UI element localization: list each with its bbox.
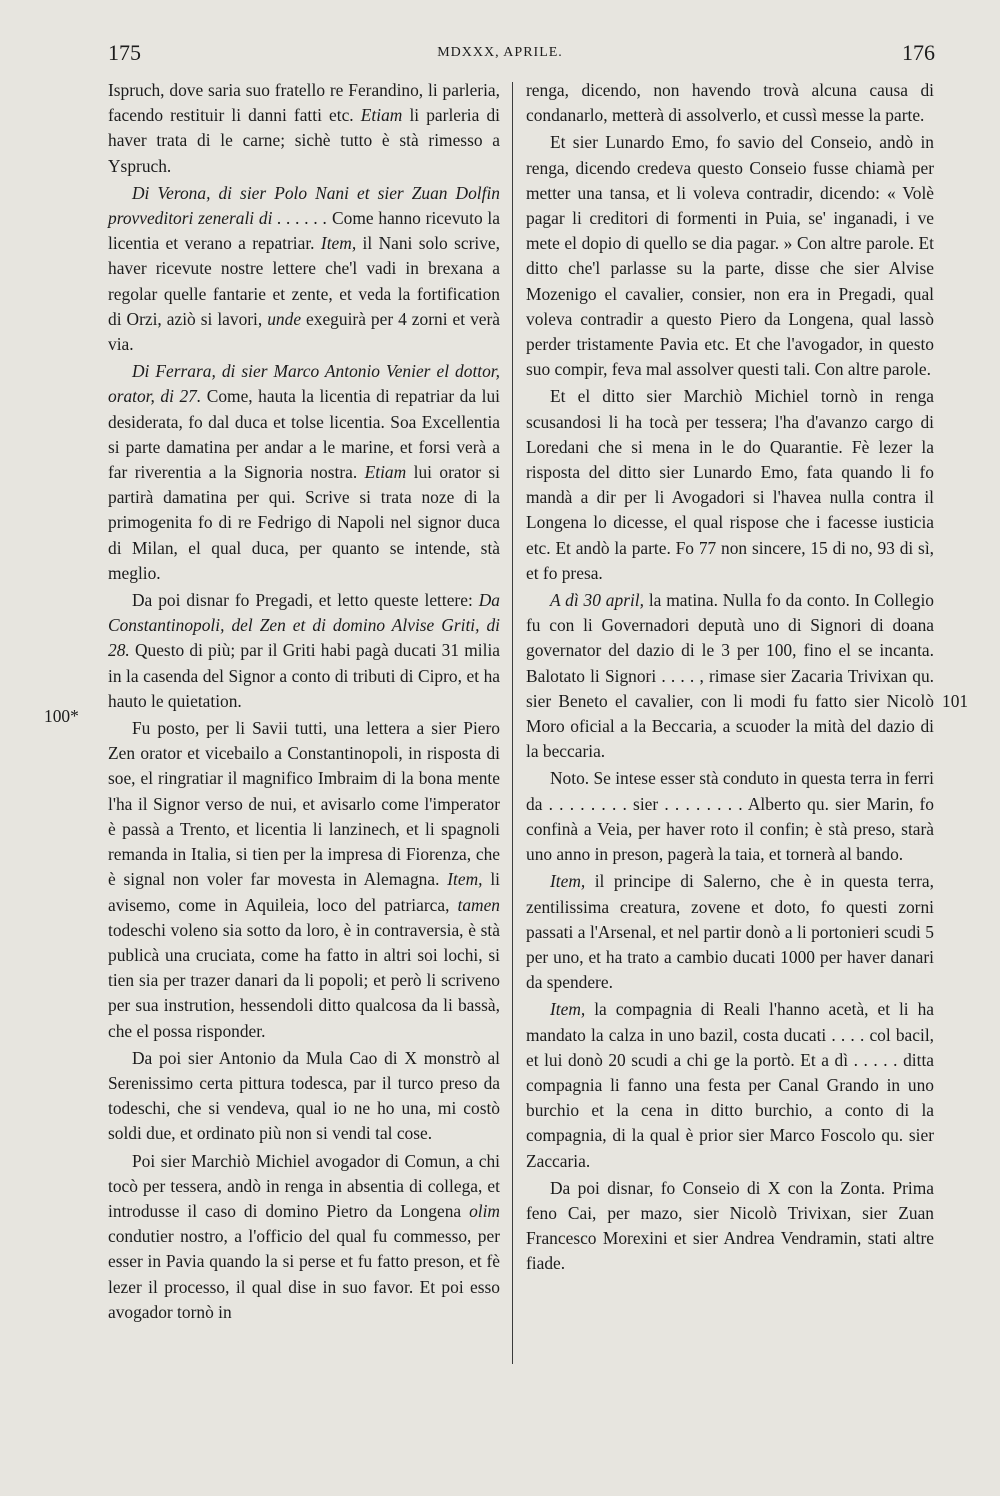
text-run: la matina. Nulla fo da conto. In Collegio fu con li Governadori deputà uno di Signori di doana governator del dazio di le 3 per 100, fino el se incanta. Balotato li Signori . . . . , rimase sier Zacaria Trivixan qu. sier Beneto el cavalier, con li modi fu fatto sier Nicolò Moro oficial a la Beccaria, a scuoder la mità del dazio di la beccaria. <box>526 590 934 762</box>
italic-text: Di Verona, di sier Polo Nani et sier Zuan Dolfin provveditori zenerali di . . . . . . <box>108 182 500 229</box>
text-run: renga, dicendo, non havendo trovà alcuna causa di condanarlo, metterà di assolverlo, et cussì messe la parte. <box>526 80 934 126</box>
italic-text: Di Ferrara, di sier Marco Antonio Venier el dottor, orator, di 27. <box>108 361 500 407</box>
italic-text: olim <box>469 1200 500 1221</box>
text-run: Come hanno ricevuto la licentia et verano a repatriar. <box>108 208 500 254</box>
paragraph <box>526 766 934 867</box>
text-run: li parleria di haver trata di le carne; sichè tutto è stà rimesso a Yspruch. <box>108 105 500 176</box>
paragraph <box>108 1149 500 1325</box>
column-divider <box>512 82 513 1364</box>
text-run: il principe di Salerno, che è in questa terra, zentilissima creatura, zovene et doto, fo questi zorni passati a l'Arsenal, et nel partir donò a li portonieri scudi 5 per uno, et ha trato a cambio ducati 1000 per haver danari da spendere. <box>526 871 934 993</box>
paragraph <box>108 588 500 714</box>
page-number-right: 176 <box>902 40 935 65</box>
paragraph <box>526 78 934 128</box>
paragraph <box>108 359 500 586</box>
italic-text: tamen <box>457 894 500 915</box>
running-title: MDXXX, APRILE. <box>437 45 563 60</box>
left-column <box>108 78 500 1327</box>
page-number-left: 175 <box>108 40 141 65</box>
paragraph <box>108 716 500 1044</box>
margin-note-right: 101 <box>942 691 969 711</box>
italic-text: Da Constantinopoli, del Zen et di domino Alvise Griti, di 28. <box>108 590 500 661</box>
italic-text: Item, <box>320 233 357 254</box>
italic-text: Etiam <box>360 105 403 126</box>
text-run: Et sier Lunardo Emo, fo savio del Conseio, andò in renga, dicendo credeva questo Conseio fusse chiamà per metter una tansa, et li voleva contradir, dicendo: « Volè pagar li creditori di formenti in Puia, se' inganadi, i ve mete el dopio di quello se dia pagar. » Con altre parole. Et ditto che'l parlasse su la parte, disse che sier Alvise Mozenigo el cavalier, consier, non era in Pregadi, qual voleva contradir a questo Piero da Longena, qual lassò perder tristamente Pavia etc. Et che l'avogador, in questo suo compir, feva mal assolver questi tali. Con altre parole. <box>526 132 934 380</box>
paragraph <box>526 869 934 995</box>
text-run: Da poi disnar, fo Conseio di X con la Zonta. Prima feno Cai, per mazo, sier Nicolò Trivixan, sier Zuan Francesco Morexini et sier Andrea Vendramin, stati altre fiade. <box>526 1177 934 1274</box>
text-run: exeguirà per 4 zorni et verà via. <box>108 308 500 355</box>
text-run: Et el ditto sier Marchiò Michiel tornò in renga scusandosi li ha tocà per tessera; l'ha d'avanzo cargo di Loredani che si mena in le do Quarantie. Fè lezer la risposta del ditto sier Lunardo Emo, fata quando li fo mandà a dir per li Avogadori si l'havea nulla contra il Longena lo dicesse, el qual rispose che i facesse iusticia etc. Et andò la parte. Fo 77 non sincere, 15 di no, 93 di sì, et fo presa. <box>526 386 934 583</box>
italic-text: Item, <box>447 869 483 890</box>
text-run: condutier nostro, a l'officio del qual fu commesso, per esser in Pavia quando la si perse et fu fatto preson, et fè lezer il processo, il qual dise in suo favor. Et poi esso avogador tornò in <box>108 1226 500 1322</box>
text-run: Fu posto, per li Savii tutti, una lettera a sier Piero Zen orator et vicebailo a Constantinopoli, in risposta di soe, el ringratiar il magnifico Imbraim di la bona mente l'ha il Signor verso de nui, et avisarlo come l'imperator è passà a Trento, et licentia li lanzinech, et li spagnoli remanda in Italia, si tien per la impresa di Fiorenza, che è signal non voler far movesta in Alemagna. <box>108 718 500 890</box>
italic-text: Etiam <box>364 462 407 483</box>
text-run: Questo di più; par il Griti habi pagà ducati 31 milia in la casenda del Signor a conto di tributi di Cipro, et ha hauto le quietation. <box>108 640 500 711</box>
text-run: Come, hauta la licentia di repatriar da lui desiderata, fo dal duca et tolse licentia. Soa Excellentia si parte damatina per andar a le marine, et forsi verà a far riverentia a la Signoria nostra. <box>108 386 500 483</box>
italic-text: unde <box>267 308 302 329</box>
text-run: Ispruch, dove saria suo fratello re Ferandino, li parleria, facendo restituir li danni fatti etc. <box>108 80 500 126</box>
paragraph <box>108 1046 500 1147</box>
paragraph <box>108 78 500 179</box>
text-run: il Nani solo scrive, haver ricevute nostre lettere che'l vadi in brexana a regolar quelle fantarie et zente, et veda la fortification di Orzi, aziò si lavori, <box>108 233 500 329</box>
text-run: la compagnia di Reali l'hanno acetà, et li ha mandato la calza in uno bazil, costa ducati . . . . col bacil, et lui donò 20 scudi a chi ge la portò. Et a dì . . . . . ditta compagnia li fanno una festa per Canal Grando in uno burchio et la cena in ditto burchio, a conto di la compagnia, di la qual è prior sier Marco Foscolo qu. sier Zaccaria. <box>526 999 934 1171</box>
margin-note-left: 100* <box>44 706 79 726</box>
text-run: lui orator si partirà damatina per qui. Scrive si trata noze di la primogenita fo di re Fedrigo di Napoli nel signor duca di Milan, el qual duca, per quanto se intende, stà meglio. <box>108 462 500 583</box>
paragraph <box>526 588 934 764</box>
text-run: li avisemo, come in Aquileia, loco del patriarca, <box>108 869 500 915</box>
italic-text: Item, <box>550 871 586 892</box>
text-run: todeschi voleno sia sotto da loro, è in contraversia, è stà publicà una cruciata, come ha fatto in altri soi lochi, si tien sia per trazer danari da li popoli; et però li scriveno per sua instrution, hessendoli ditto qualcosa da li bassà, che el possa risponder. <box>108 919 500 1041</box>
right-column <box>526 78 934 1279</box>
italic-text: Item, <box>550 999 586 1020</box>
paragraph <box>108 181 500 357</box>
italic-text: A dì 30 april, <box>550 590 644 611</box>
paragraph <box>526 1176 934 1277</box>
text-run: Noto. Se intese esser stà conduto in questa terra in ferri da . . . . . . . . sier . . . . . . . . Alberto qu. sier Marin, fo confinà a Veia, per haver roto il confin; è stà preso, starà uno anno in preson, pagerà la taia, et tornerà al bando. <box>526 768 934 865</box>
text-run: Poi sier Marchiò Michiel avogador di Comun, a chi tocò per tessera, andò in renga in absentia di collega, et introdusse il caso di domino Pietro da Longena <box>108 1150 500 1221</box>
text-run: Da poi disnar fo Pregadi, et letto queste lettere: <box>132 590 479 611</box>
paragraph <box>526 130 934 382</box>
paragraph <box>526 384 934 586</box>
text-run: Da poi sier Antonio da Mula Cao di X monstrò al Serenissimo certa pittura todesca, par il turco preso da todeschi, che si vendeva, qual io ne ho una, mi costò soldi due, et ordinato più non si vendi tal cose. <box>108 1047 500 1144</box>
paragraph <box>526 997 934 1173</box>
